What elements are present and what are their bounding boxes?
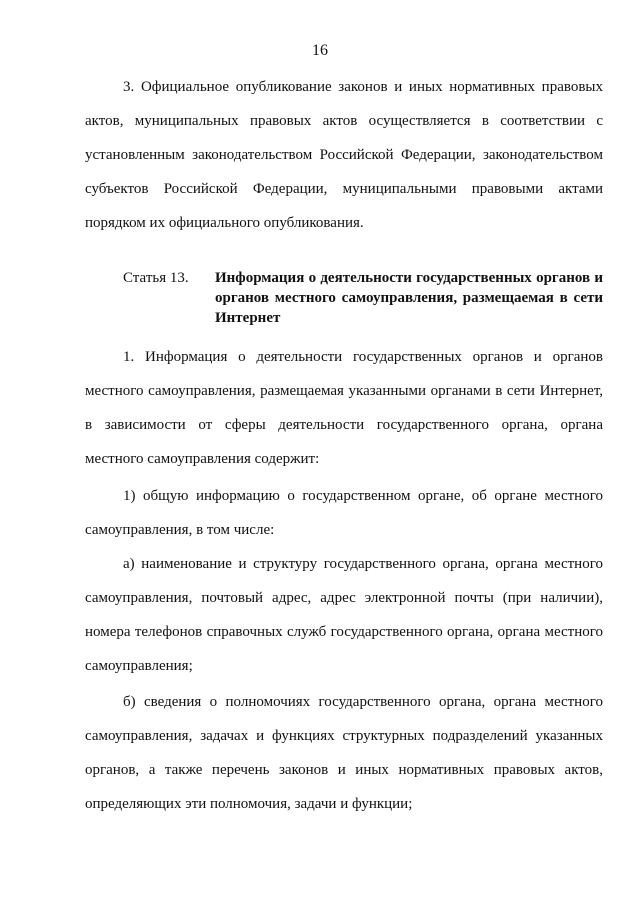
paragraph-item-1: 1) общую информацию о государственном органе, об органе местного самоуправления, в том числе: [85, 488, 603, 538]
page-number: 16 [312, 42, 328, 59]
article-title: Информация о деятельности государственных органов и органов местного самоуправления, размещаемая в сети Интернет [215, 270, 603, 326]
article-label: Статья 13. [123, 270, 189, 286]
paragraph-item-a: а) наименование и структуру государственного органа, органа местного самоуправления, почтовый адрес, адрес электронной почты (при наличии), номера телефонов справочных служб государственного органа, органа местного самоуправления; [85, 556, 603, 674]
paragraph-3: 3. Официальное опубликование законов и иных нормативных правовых актов, муниципальных правовых актов осуществляется в соответствии с установленным законодательством Российской Федерации, законодательством субъектов Российской Федерации, муниципальными правовыми актами порядком их официального опубликования. [85, 79, 603, 231]
paragraph-item-b: б) сведения о полномочиях государственного органа, органа местного самоуправления, задачах и функциях структурных подразделений указанных органов, а также перечень законов и иных нормативных правовых актов, определяющих эти полномочия, задачи и функции; [85, 694, 603, 812]
paragraph-article-1: 1. Информация о деятельности государственных органов и органов местного самоуправления, размещаемая указанными органами в сети Интернет, в зависимости от сферы деятельности государственного органа, органа местного самоуправления содержит: [85, 349, 603, 467]
